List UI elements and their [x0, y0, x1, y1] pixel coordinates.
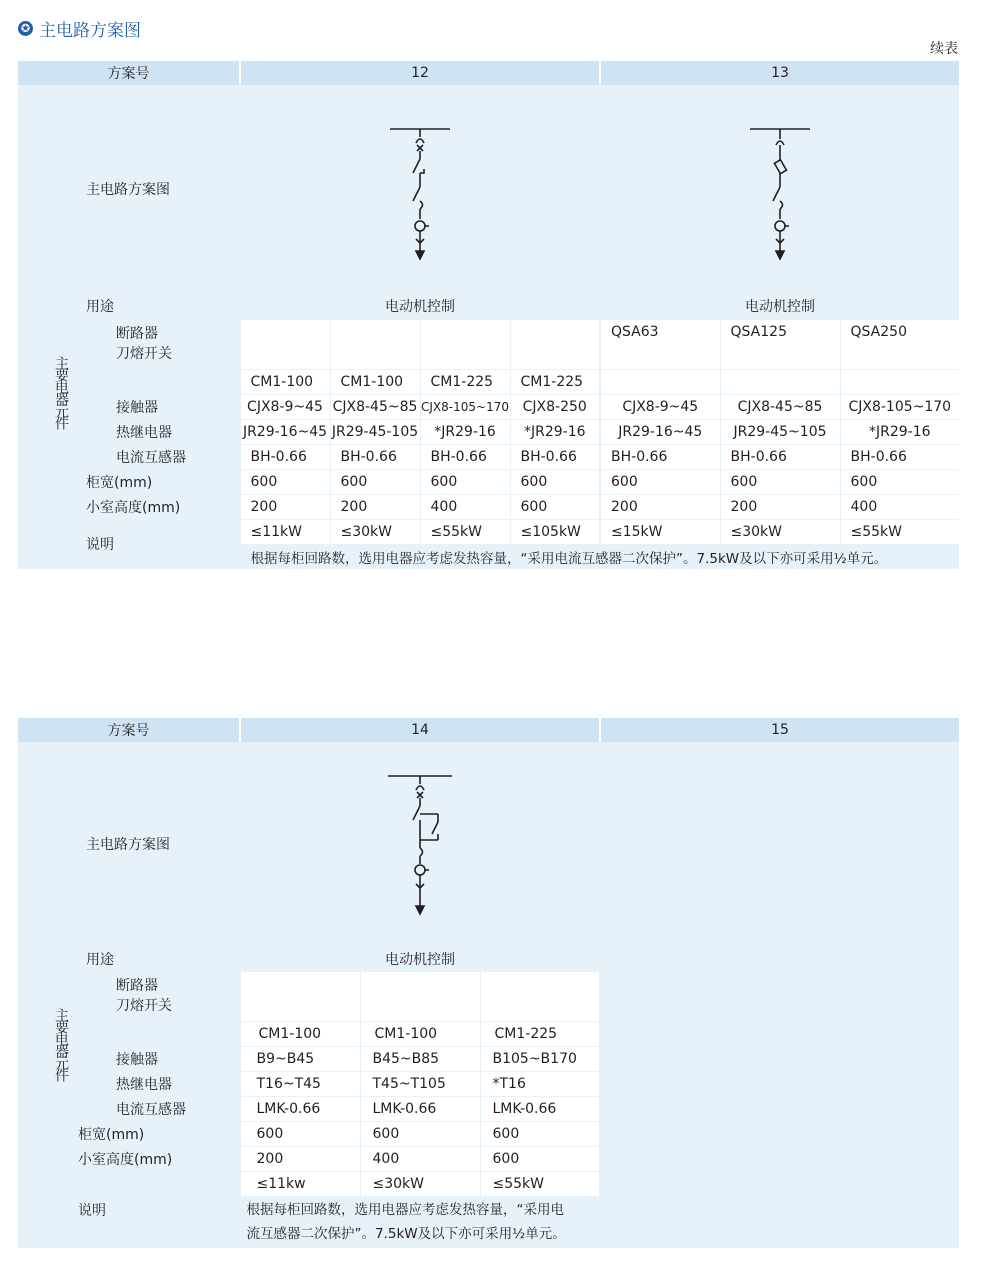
contactor-row — [18, 394, 959, 419]
table-cell: BH-0.66 — [840, 444, 959, 469]
table-cell: 600 — [240, 1121, 360, 1146]
breaker-knife-label: 断路器 刀熔开关 — [104, 319, 240, 369]
usage-row — [18, 293, 959, 319]
scheme-number: 15 — [600, 718, 959, 742]
table-cell: 200 — [240, 1146, 360, 1171]
scheme-table-12-13 — [18, 61, 959, 569]
table-cell: JR29-16~45 — [240, 419, 330, 444]
width-label: 柜宽(mm) — [18, 469, 240, 494]
table-cell: B105~B170 — [480, 1046, 600, 1071]
table-cell — [720, 369, 840, 394]
table-cell: 400 — [840, 494, 959, 519]
table-cell: CM1-100 — [330, 369, 420, 394]
table-cell: 600 — [240, 469, 330, 494]
table-cell: CM1-100 — [240, 369, 330, 394]
ct-label: 电流互感器 — [104, 1096, 240, 1121]
components-label: 主要电器元件 — [18, 319, 104, 469]
thermal-relay-label: 热继电器 — [104, 1071, 240, 1096]
circuit-diagram-12 — [240, 85, 600, 293]
table-cell: *JR29-16 — [840, 419, 959, 444]
section-title: 主电路方案图 — [39, 20, 141, 41]
note-text: 根据每柜回路数，选用电器应考虑发热容量，“采用电流互感器二次保护”。7.5kW及以下亦可采用½单元。 — [240, 544, 959, 569]
circuit-diagram-15 — [600, 742, 959, 946]
table-cell: QSA125 — [720, 319, 840, 344]
table-cell: 600 — [480, 1121, 600, 1146]
table-cell: 600 — [420, 469, 510, 494]
table-cell: BH-0.66 — [720, 444, 840, 469]
usage-value: 电动机控制 — [240, 293, 600, 319]
table-cell: JR29-45~105 — [720, 419, 840, 444]
table-cell — [420, 319, 510, 344]
diagram-label: 主电路方案图 — [18, 85, 240, 293]
contactor-label: 接触器 — [104, 1046, 240, 1071]
table-cell: JR29-16~45 — [600, 419, 720, 444]
table-cell: ≤55kW — [840, 519, 959, 544]
circuit-diagram-14 — [240, 742, 600, 946]
table-cell: B45~B85 — [360, 1046, 480, 1071]
table-cell: BH-0.66 — [420, 444, 510, 469]
table-cell: 600 — [510, 494, 600, 519]
table-cell: 600 — [510, 469, 600, 494]
height-label: 小室高度(mm) — [18, 1146, 240, 1171]
table-cell: LMK-0.66 — [240, 1096, 360, 1121]
breaker-knife-label: 断路器 刀熔开关 — [104, 971, 240, 1021]
power-row — [18, 519, 959, 544]
table-cell: 400 — [420, 494, 510, 519]
diagram-label: 主电路方案图 — [18, 742, 240, 946]
table-cell: 600 — [360, 1121, 480, 1146]
ct-label: 电流互感器 — [104, 444, 240, 469]
table-cell — [240, 319, 330, 344]
table-cell: ≤11kw — [240, 1171, 360, 1196]
scheme-no-label: 方案号 — [18, 61, 240, 85]
height-row — [18, 494, 959, 519]
scheme-number: 13 — [600, 61, 959, 85]
table-cell: *JR29-16 — [420, 419, 510, 444]
table-cell: CJX8-45~85 — [720, 394, 840, 419]
width-row — [18, 469, 959, 494]
scheme-no-label: 方案号 — [18, 718, 240, 742]
diagram-row — [18, 85, 959, 293]
table-cell: *JR29-16 — [510, 419, 600, 444]
section-header — [18, 15, 141, 41]
table-cell: BH-0.66 — [330, 444, 420, 469]
table-cell: 200 — [600, 494, 720, 519]
table-cell: 600 — [720, 469, 840, 494]
usage-label: 用途 — [18, 293, 240, 319]
table-cell: 200 — [720, 494, 840, 519]
table-cell: QSA250 — [840, 319, 959, 344]
thermal-relay-row — [18, 419, 959, 444]
circuit-diagram-icon — [380, 109, 460, 269]
table-cell: CM1-100 — [360, 1021, 480, 1046]
table-header-row — [18, 61, 959, 85]
table-cell: 600 — [330, 469, 420, 494]
scheme-number: 14 — [240, 718, 600, 742]
table-header-row — [18, 718, 959, 742]
power-row — [18, 1171, 959, 1196]
usage-value: 电动机控制 — [600, 293, 959, 319]
table-cell: CJX8-105~170 — [840, 394, 959, 419]
note-label: 说明 — [18, 519, 240, 569]
table-cell: CM1-225 — [420, 369, 510, 394]
table-cell: 600 — [840, 469, 959, 494]
table-cell: JR29-45-105 — [330, 419, 420, 444]
table-cell: LMK-0.66 — [360, 1096, 480, 1121]
table-cell: 200 — [330, 494, 420, 519]
scheme-number: 12 — [240, 61, 600, 85]
scheme-table-14-15 — [18, 718, 959, 1248]
table-cell: 600 — [480, 1146, 600, 1171]
table-cell — [330, 319, 420, 344]
table-cell — [840, 369, 959, 394]
table-cell: LMK-0.66 — [480, 1096, 600, 1121]
table-cell: ≤15kW — [600, 519, 720, 544]
diagram-row — [18, 742, 959, 946]
table-cell — [510, 319, 600, 344]
ct-row — [18, 444, 959, 469]
table-cell: CJX8-250 — [510, 394, 600, 419]
continued-label: 续表 — [930, 41, 958, 57]
table-cell: T16~T45 — [240, 1071, 360, 1096]
table-cell: *T16 — [480, 1071, 600, 1096]
table-cell: 200 — [240, 494, 330, 519]
table-cell: CJX8-45~85 — [330, 394, 420, 419]
table-cell: CJX8-9~45 — [600, 394, 720, 419]
table-cell: ≤55kW — [480, 1171, 600, 1196]
contactor-label: 接触器 — [104, 394, 240, 419]
width-label: 柜宽(mm) — [18, 1121, 240, 1146]
table-cell: BH-0.66 — [600, 444, 720, 469]
table-cell: CM1-225 — [480, 1021, 600, 1046]
table-cell: CM1-225 — [510, 369, 600, 394]
circuit-diagram-icon — [380, 764, 460, 924]
star-icon: ✪ — [18, 21, 33, 36]
usage-label: 用途 — [18, 946, 240, 971]
table-cell: ≤55kW — [420, 519, 510, 544]
table-cell: ≤30kW — [360, 1171, 480, 1196]
usage-row — [18, 946, 959, 971]
knife-switch-row — [18, 971, 959, 996]
table-cell: 600 — [600, 469, 720, 494]
table-cell: CM1-100 — [240, 1021, 360, 1046]
table-cell: ≤105kW — [510, 519, 600, 544]
table-cell: ≤30kW — [330, 519, 420, 544]
table-cell: QSA63 — [600, 319, 720, 344]
table-cell: ≤11kW — [240, 519, 330, 544]
height-label: 小室高度(mm) — [18, 494, 240, 519]
circuit-diagram-13 — [600, 85, 959, 293]
table-cell: 400 — [360, 1146, 480, 1171]
components-label: 主要电器元件 — [18, 971, 104, 1121]
table-cell: ≤30kW — [720, 519, 840, 544]
table-cell: BH-0.66 — [240, 444, 330, 469]
table-cell — [600, 369, 720, 394]
table-cell: BH-0.66 — [510, 444, 600, 469]
table-cell: T45~T105 — [360, 1071, 480, 1096]
breaker-row — [18, 369, 959, 394]
knife-switch-row — [18, 319, 959, 344]
table-cell: CJX8-105~170 — [420, 394, 510, 419]
usage-value: 电动机控制 — [240, 946, 600, 971]
note-label: 说明 — [18, 1171, 240, 1248]
usage-value — [600, 946, 959, 971]
table-cell: B9~B45 — [240, 1046, 360, 1071]
circuit-diagram-icon — [740, 109, 820, 269]
thermal-relay-label: 热继电器 — [104, 419, 240, 444]
table-cell: CJX8-9~45 — [240, 394, 330, 419]
note-text: 根据每柜回路数，选用电器应考虑发热容量，“采用电 流互感器二次保护”。7.5kW及以下亦可采用½单元。 — [240, 1196, 600, 1248]
